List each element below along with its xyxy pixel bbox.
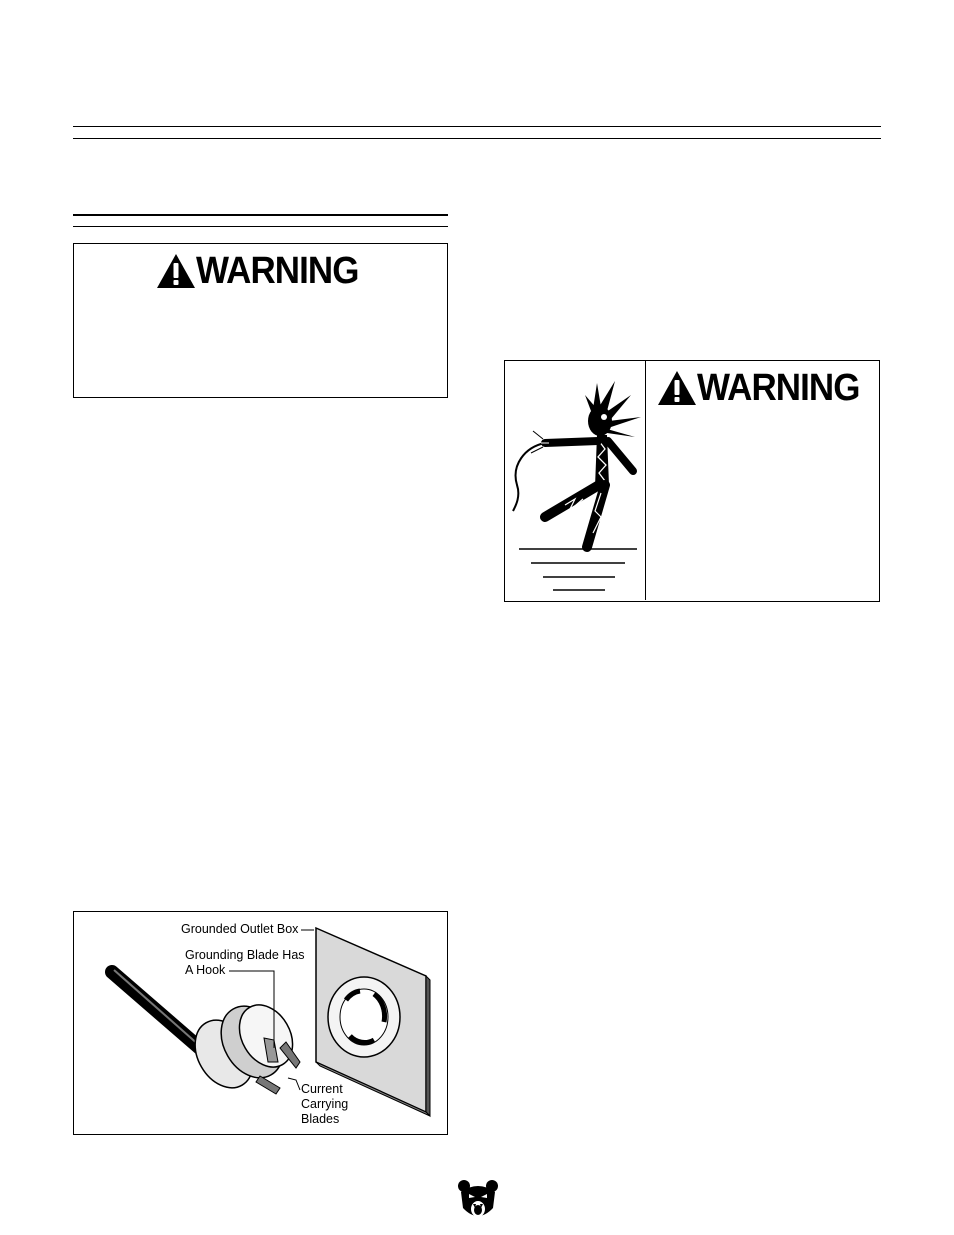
bear-head-logo <box>457 1178 499 1222</box>
section-rule-bottom <box>73 226 448 227</box>
electrocution-figure-icon <box>505 361 645 600</box>
header-rule-top <box>73 126 881 127</box>
label-current-line2: Carrying <box>301 1097 349 1111</box>
plug-figure <box>73 911 448 1135</box>
label-current-line1: Current <box>301 1082 343 1096</box>
warning-box-right <box>504 360 880 602</box>
section-rule-top <box>73 214 448 216</box>
header-rule-bottom <box>73 138 881 139</box>
bear-head-icon <box>457 1178 499 1222</box>
warning-box-left <box>73 243 448 398</box>
warning-header-left <box>156 252 373 290</box>
warning-title-left: WARNING <box>196 250 359 292</box>
label-current-line3: Blades <box>301 1112 340 1126</box>
exclamation-triangle-icon <box>156 253 196 289</box>
illustration-panel <box>505 361 646 600</box>
plug-outlet-illustration <box>74 912 446 1133</box>
label-grounding-blade-line1: Grounding Blade Has <box>185 948 305 962</box>
label-grounding-blade-line2: A Hook <box>185 963 226 977</box>
warning-header-right <box>657 369 874 407</box>
warning-title-right: WARNING <box>697 367 860 409</box>
label-grounded-outlet-box: Grounded Outlet Box <box>181 922 299 936</box>
exclamation-triangle-icon <box>657 370 697 406</box>
